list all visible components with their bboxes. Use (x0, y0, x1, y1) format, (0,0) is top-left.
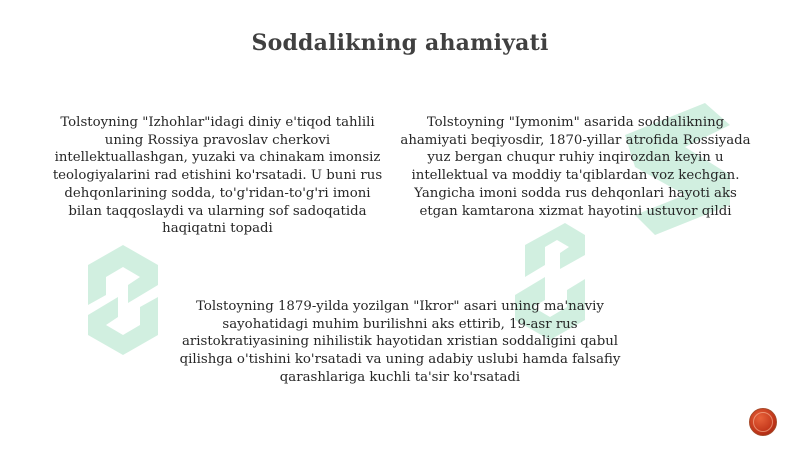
watermark-logo-icon (78, 225, 168, 355)
paragraph-izhohlar: Tolstoyning "Izhohlar"idagi diniy e'tiqod tahlili uning Rossiya pravoslav cherkovi intellektuallashgan, yuzaki va chinakam imonsiz teologiyalarini rad etishini ko'rsatadi. U buni rus dehqonlarining sodda, to'g'ridan-to'g'ri imoni bilan taqqoslaydi va ularning sof sadoqatida haqiqatni topadi (52, 115, 383, 237)
slide-title: Soddalikning ahamiyati (251, 30, 549, 56)
paragraph-ikror: Tolstoyning 1879-yilda yozilgan "Ikror" asari uning ma'naviy sayohatidagi muhim burilishni aks ettirib, 19-asr rus aristokratiyasining nihilistik hayotidan xristian soddaligini qabul qilishga o'tishini ko'rsatadi va uning adabiy uslubi hamda falsafiy qarashlariga kuchli ta'sir ko'rsatadi (179, 299, 621, 385)
paragraph-iymonim: Tolstoyning "Iymonim" asarida soddalikning ahamiyati beqiyosdir, 1870-yillar atrofida Rossiyada yuz bergan chuqur ruhiy inqirozdan keyin u intellektual va moddiy ta'qiblardan voz kechgan. Yangicha imoni sodda rus dehqonlari hayoti aks etgan kamtarona xizmat hayotini ustuvor qildi (400, 115, 751, 219)
next-slide-button[interactable] (749, 408, 777, 436)
